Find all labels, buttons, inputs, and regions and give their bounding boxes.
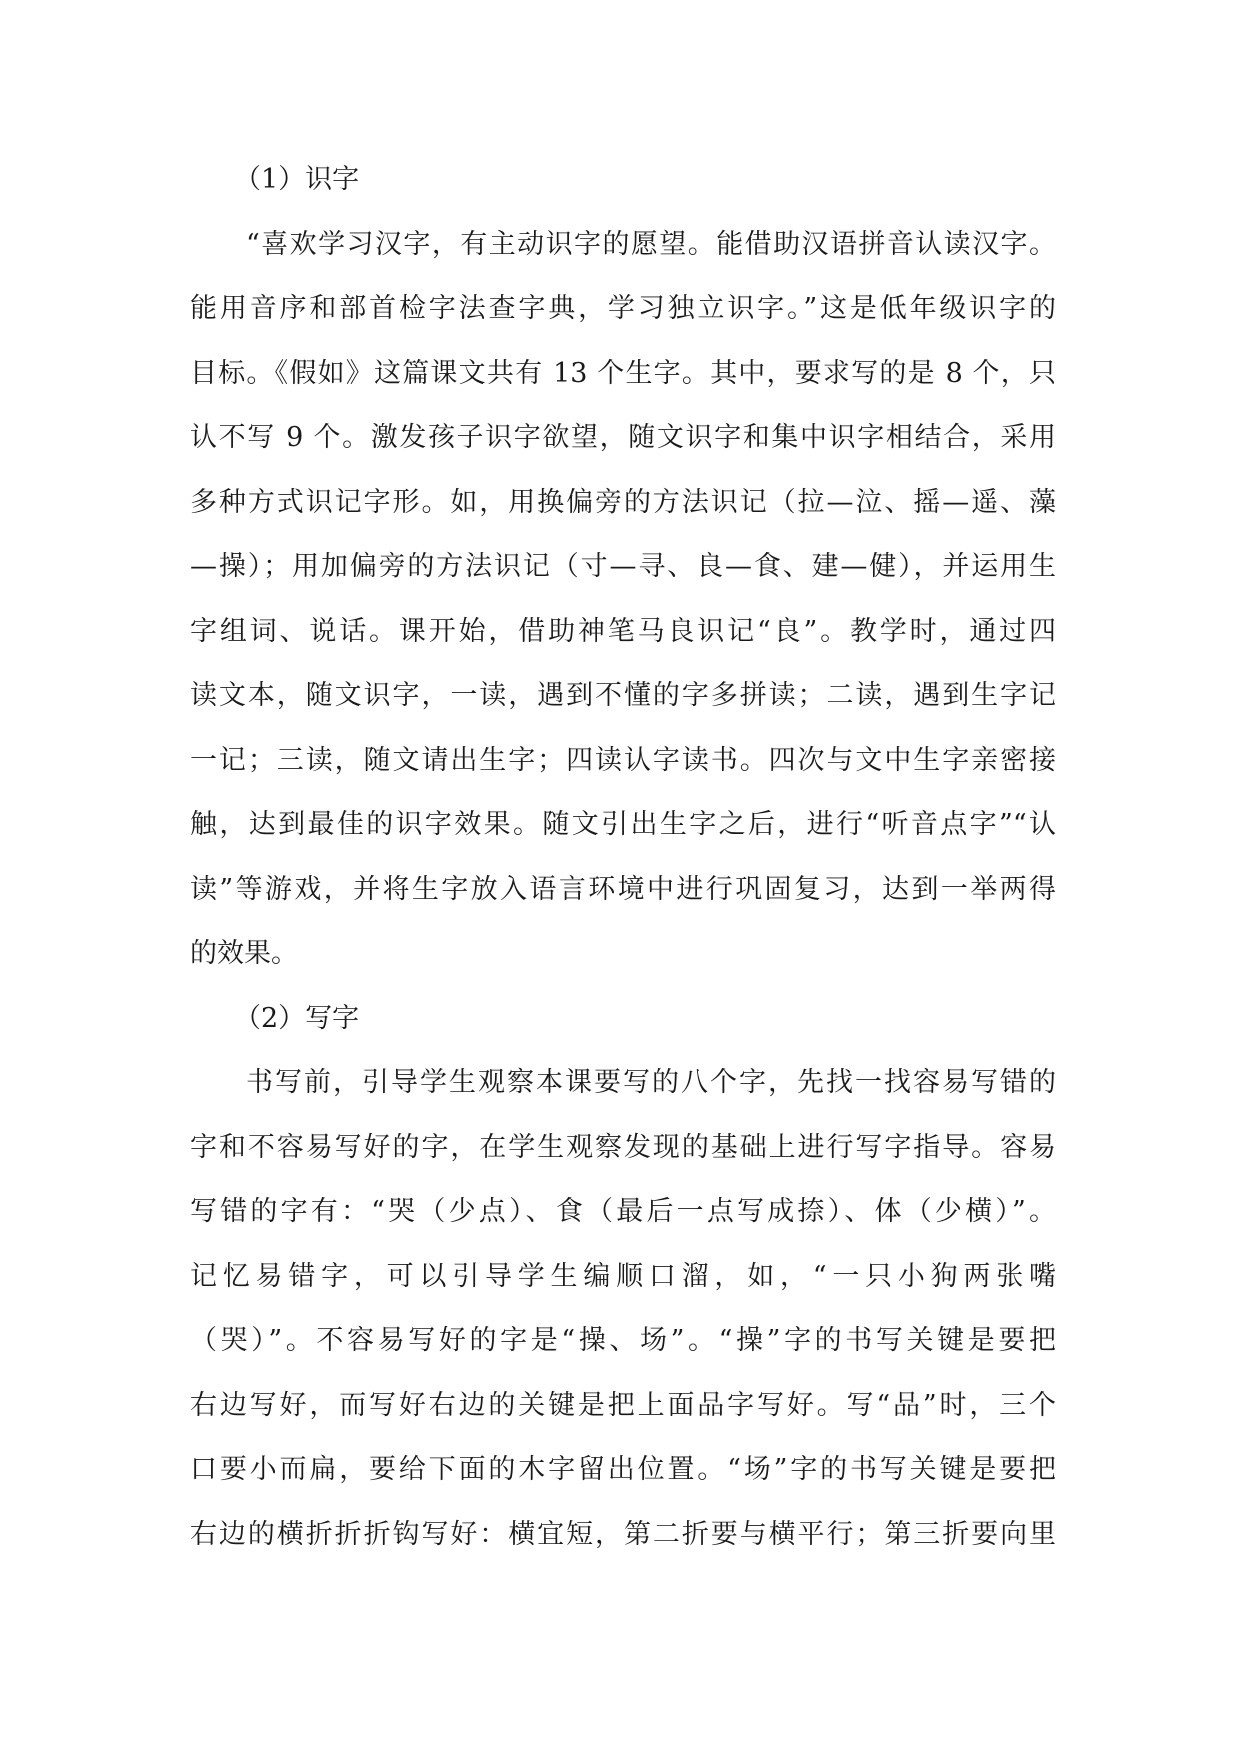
- paragraph-line: 书写前，引导学生观察本课要写的八个字，先找一找容易写错的: [246, 1067, 1056, 1098]
- paragraph-line: 口要小而扁，要给下面的木字留出位置。“场”字的书写关键是要把: [190, 1454, 1056, 1485]
- paragraph-line: 目标。《假如》这篇课文共有 13 个生字。其中，要求写的是 8 个，只: [190, 357, 1056, 389]
- paragraph-line: 字和不容易写好的字，在学生观察发现的基础上进行写字指导。容易: [190, 1131, 1056, 1163]
- paragraph-line: 记忆易错字，可以引导学生编顺口溜，如，“一只小狗两张嘴: [190, 1260, 1056, 1292]
- paragraph-line: 能用音序和部首检字法查字典，学习独立识字。”这是低年级识字的: [190, 293, 1056, 324]
- paragraph-line: 读文本，随文识字，一读，遇到不懂的字多拼读；二读，遇到生字记: [190, 680, 1056, 711]
- document-body: [190, 148, 1056, 1567]
- paragraph-line: 读”等游戏，并将生字放入语言环境中进行巩固复习，达到一举两得: [190, 873, 1056, 905]
- paragraph-line: 触，达到最佳的识字效果。随文引出生字之后，进行“听音点字”“认: [190, 809, 1056, 840]
- section-heading-literacy: （1）识字: [234, 164, 360, 195]
- paragraph-line: 多种方式识记字形。如，用换偏旁的方法识记（拉—泣、摇—遥、藻: [190, 486, 1056, 518]
- paragraph-line: 字组词、说话。课开始，借助神笔马良识记“良”。教学时，通过四: [190, 615, 1056, 647]
- paragraph-line: 右边写好，而写好右边的关键是把上面品字写好。写“品”时，三个: [190, 1389, 1056, 1421]
- paragraph-line: “喜欢学习汉字，有主动识字的愿望。能借助汉语拼音认读汉字。: [246, 228, 1056, 260]
- paragraph-line: 写错的字有：“哭（少点）、食（最后一点写成捺）、体（少横）”。: [190, 1196, 1056, 1227]
- paragraph-line: —操）；用加偏旁的方法识记（寸—寻、良—食、建—健），并运用生: [190, 551, 1056, 582]
- paragraph-line: （哭）”。不容易写好的字是“操、场”。“操”字的书写关键是要把: [190, 1325, 1056, 1356]
- paragraph-line: 的效果。: [190, 938, 298, 969]
- paragraph-line: 认不写 9 个。激发孩子识字欲望，随文识字和集中识字相结合，采用: [190, 422, 1056, 453]
- section-heading-writing: （2）写字: [234, 1002, 360, 1034]
- paragraph-line: 一记；三读，随文请出生字；四读认字读书。四次与文中生字亲密接: [190, 744, 1056, 776]
- paragraph-line: 右边的横折折折钩写好：横宜短，第二折要与横平行；第三折要向里: [190, 1518, 1056, 1550]
